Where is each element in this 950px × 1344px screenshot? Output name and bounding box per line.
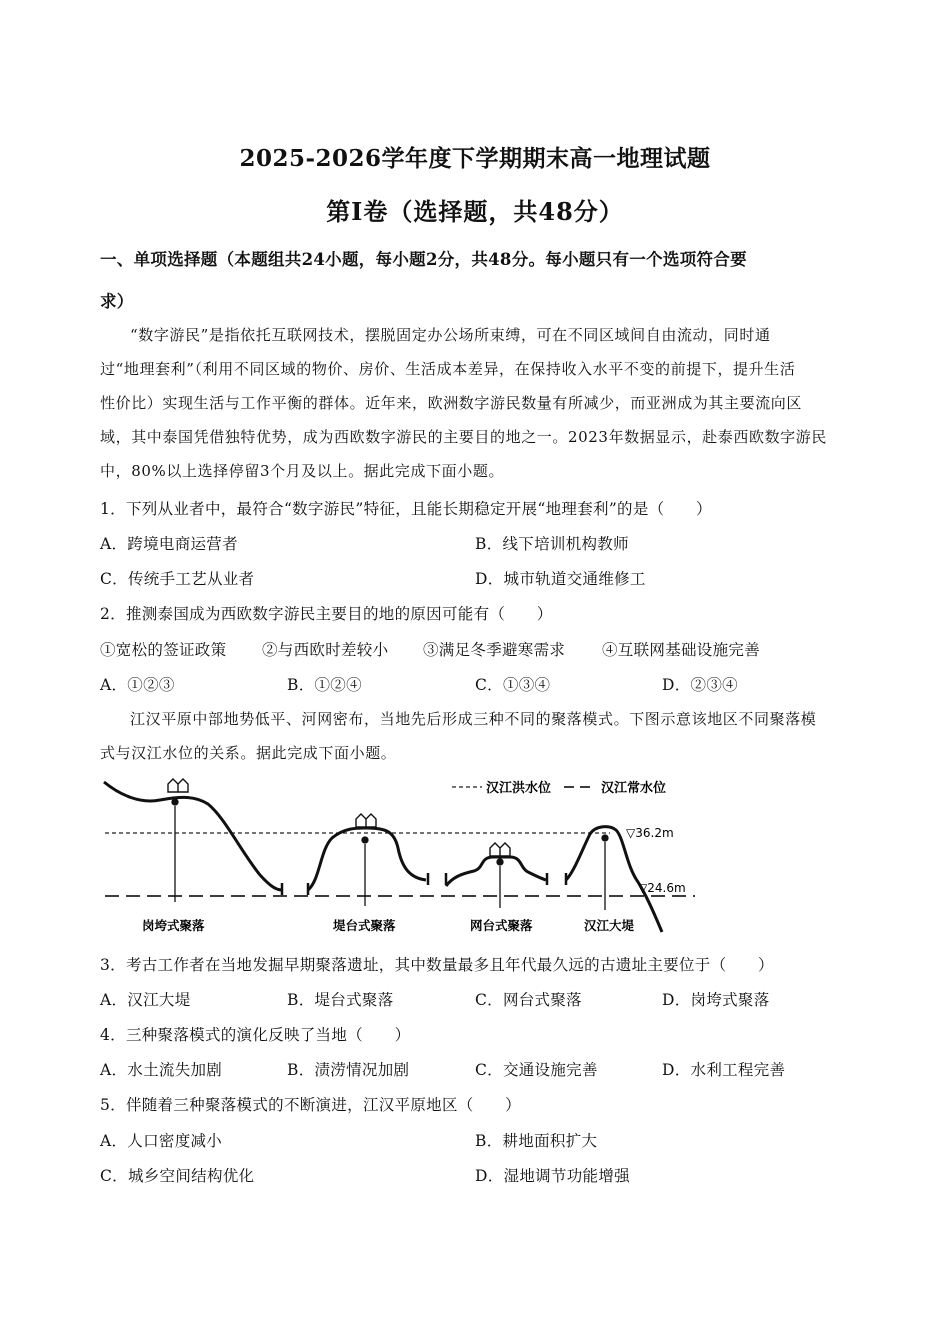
- legend-flood-label: 汉江洪水位: [486, 781, 552, 796]
- q1-option-d: D．城市轨道交通维修工: [475, 570, 646, 588]
- passage-1-line-2: 过“地理套利”（利用不同区域的物价、房价、生活成本差异，在保持收入水平不变的前提下，提升生活: [100, 360, 796, 378]
- q2-item-4: ④互联网基础设施完善: [602, 641, 761, 659]
- question-5-stem: 5．伴随着三种聚落模式的不断演进，江汉平原地区（ ）: [100, 1096, 521, 1114]
- question-3-stem: 3．考古工作者在当地发掘早期聚落遗址，其中数量最多且年代最久远的古遗址主要位于（ ）: [100, 956, 774, 974]
- q2-option-c: C．①③④: [475, 676, 551, 694]
- passage-1-line-4: 域，其中泰国凭借独特优势，成为西欧数字游民的主要目的地之一。2023年数据显示，赴泰西欧数字游民: [100, 428, 827, 446]
- terrain-gangdu: [104, 782, 282, 890]
- q3-option-b: B．堤台式聚落: [287, 991, 394, 1009]
- house-icon: [356, 814, 376, 827]
- q2-option-a: A．①②③: [100, 676, 175, 694]
- terrain-wangtai: [446, 857, 546, 886]
- q4-option-d: D．水利工程完善: [662, 1061, 786, 1079]
- label-levee: 汉江大堤: [584, 918, 635, 933]
- settlement-water-level-diagram: [100, 770, 700, 940]
- label-wangtai: 网台式聚落: [470, 918, 533, 933]
- q5-option-c: C．城乡空间结构优化: [100, 1167, 255, 1185]
- q4-option-c: C．交通设施完善: [475, 1061, 598, 1079]
- label-gangdu: 岗垮式聚落: [142, 918, 205, 933]
- q3-option-a: A．汉江大堤: [100, 991, 191, 1009]
- pointer-arrows: [172, 799, 608, 910]
- q2-item-2: ②与西欧时差较小: [262, 641, 389, 659]
- q1-option-a: A．跨境电商运营者: [100, 535, 238, 553]
- q5-option-b: B．耕地面积扩大: [475, 1132, 598, 1150]
- q2-option-b: B．①②④: [287, 676, 362, 694]
- q2-option-d: D．②③④: [662, 676, 738, 694]
- question-1-stem: 1．下列从业者中，最符合“数字游民”特征，且能长期稳定开展“地理套利”的是（ ）: [100, 500, 712, 518]
- q5-option-a: A．人口密度减小: [100, 1132, 223, 1150]
- normal-level-value: ▽24.6m: [638, 881, 686, 895]
- q2-item-1: ①宽松的签证政策: [100, 641, 227, 659]
- q1-option-b: B．线下培训机构教师: [475, 535, 629, 553]
- terrain-levee: [566, 827, 662, 932]
- house-icon: [490, 843, 510, 856]
- section-heading-cont: 求）: [100, 292, 134, 311]
- passage-1-line-1: “数字游民”是指依托互联网技术，摆脱固定办公场所束缚，可在不同区域间自由流动，同时通: [130, 326, 771, 344]
- legend-normal-label: 汉江常水位: [601, 781, 667, 796]
- passage-1-line-5: 中，80%以上选择停留3个月及以上。据此完成下面小题。: [100, 462, 505, 480]
- q3-option-c: C．网台式聚落: [475, 991, 582, 1009]
- flood-level-value: ▽36.2m: [626, 826, 674, 840]
- q2-item-3: ③满足冬季避寒需求: [423, 641, 566, 659]
- section-heading: 一、单项选择题（本题组共24小题，每小题2分，共48分。每小题只有一个选项符合要: [100, 250, 747, 269]
- q4-option-b: B．渍涝情况加剧: [287, 1061, 410, 1079]
- question-4-stem: 4．三种聚落模式的演化反映了当地（ ）: [100, 1026, 411, 1044]
- exam-title: 2025-2026学年度下学期期末高一地理试题: [239, 145, 711, 172]
- passage-2-line-2: 式与汉江水位的关系。据此完成下面小题。: [100, 744, 397, 762]
- volume-subtitle: 第Ⅰ卷（选择题，共48分）: [326, 197, 624, 226]
- q3-option-d: D．岗垮式聚落: [662, 991, 770, 1009]
- house-icon: [168, 779, 188, 792]
- passage-2-line-1: 江汉平原中部地势低平、河网密布，当地先后形成三种不同的聚落模式。下图示意该地区不同聚落模: [130, 710, 817, 728]
- q1-option-c: C．传统手工艺从业者: [100, 570, 255, 588]
- question-2-stem: 2．推测泰国成为西欧数字游民主要目的地的原因可能有（ ）: [100, 605, 553, 623]
- label-ditai: 堤台式聚落: [333, 918, 396, 933]
- q5-option-d: D．湿地调节功能增强: [475, 1167, 630, 1185]
- q4-option-a: A．水土流失加剧: [100, 1061, 223, 1079]
- passage-1-line-3: 性价比）实现生活与工作平衡的群体。近年来，欧洲数字游民数量有所减少，而亚洲成为其主要流向区: [100, 394, 803, 412]
